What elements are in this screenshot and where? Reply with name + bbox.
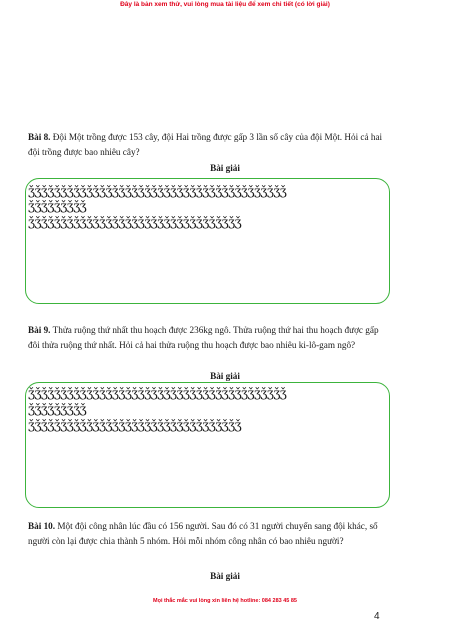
problem-9-answer-line-2: ǯǯǯǯǯǯǯǯǯ	[28, 401, 87, 416]
problem-8-label: Bài 8.	[28, 132, 51, 142]
problem-9	[28, 323, 390, 353]
problem-8-text: Đội Một trồng được 153 cây, đội Hai trồng được gấp 3 lần số cây của đội Một. Hỏi cả hai đội trồng được bao nhiêu cây?	[28, 132, 383, 157]
problem-8-solution-title: Bài giải	[210, 163, 240, 173]
preview-notice: Đây là bản xem thử, vui lòng mua tài liệu để xem chi tiết (có lời giải)	[120, 1, 330, 8]
problem-9-label: Bài 9.	[28, 325, 51, 335]
problem-9-answer-line-1: ǯǯǯǯǯǯǯǯǯǯǯǯǯǯǯǯǯǯǯǯǯǯǯǯǯǯǯǯǯǯǯǯǯǯǯǯǯǯǯǯ	[28, 385, 287, 400]
problem-9-answer-line-3: ǯǯǯǯǯǯǯǯǯǯǯǯǯǯǯǯǯǯǯǯǯǯǯǯǯǯǯǯǯǯǯǯǯ	[28, 417, 242, 432]
problem-10-text: Một đội công nhân lúc đầu có 156 người. Sau đó có 31 người chuyển sang đội khác, số người còn lại được chia thành 5 nhóm. Hỏi mỗi nhóm công nhân có bao nhiêu người?	[28, 521, 378, 546]
problem-9-text: Thửa ruộng thứ nhất thu hoạch được 236kg ngô. Thửa ruộng thứ hai thu hoạch được gấp đôi thửa ruộng thứ nhất. Hỏi cả hai thửa ruộng thu hoạch được bao nhiêu ki-lô-gam ngô?	[28, 325, 379, 350]
problem-10-label: Bài 10.	[28, 521, 56, 531]
problem-8-answer-line-2: ǯǯǯǯǯǯǯǯǯ	[28, 198, 87, 213]
problem-10	[28, 519, 390, 549]
hotline-notice: Mọi thắc mắc vui lòng xin liên hệ hotline: 084 283 45 85	[153, 598, 297, 604]
problem-9-solution-title: Bài giải	[210, 371, 240, 381]
page-number: 4	[374, 611, 380, 622]
problem-8-answer-line-1: ǯǯǯǯǯǯǯǯǯǯǯǯǯǯǯǯǯǯǯǯǯǯǯǯǯǯǯǯǯǯǯǯǯǯǯǯǯǯǯǯ	[28, 183, 287, 198]
problem-8-answer-line-3: ǯǯǯǯǯǯǯǯǯǯǯǯǯǯǯǯǯǯǯǯǯǯǯǯǯǯǯǯǯǯǯǯǯ	[28, 214, 242, 229]
problem-8	[28, 130, 390, 160]
problem-10-solution-title: Bài giải	[210, 571, 240, 581]
